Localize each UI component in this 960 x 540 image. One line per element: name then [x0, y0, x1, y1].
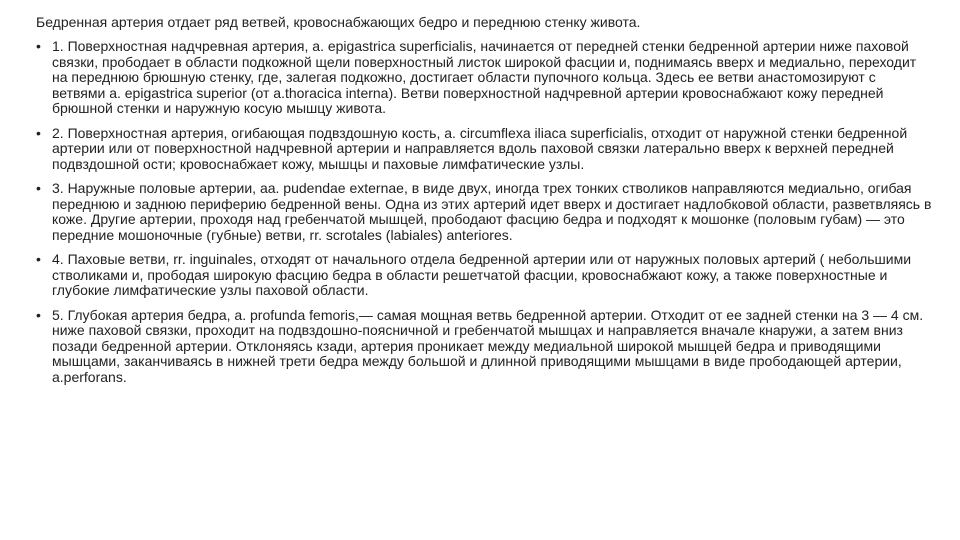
list-item: [36, 181, 932, 243]
branch-list: [36, 39, 932, 385]
item-text: 2. Поверхностная артерия, огибающая подвздошную кость, a. circumflexa iliaca superficialis, отходит от наружной стенки бедренной артерии или от поверхностной надчревной артерии и направляется вдоль паховой связки латерально вверх к верхней передней подвздошной ости; кровоснабжает кожу, мышцы и паховые лимфатические узлы.: [52, 124, 908, 172]
list-item: [36, 39, 932, 117]
bullet-icon: •: [36, 38, 41, 54]
list-item: [36, 308, 932, 386]
bullet-icon: •: [36, 306, 41, 323]
item-text: 5. Глубокая артерия бедра, а. profunda femoris,— самая мощная ветвь бедренной артерии. Отходит от ее задней стенки на 3 — 4 см. ниже паховой связки, проходит на подвздошно-поясничной и гребенчатой мышцах и направляется вначале кнаружи, а затем вниз позади бедренной артерии. Отклоняясь кзади, артерия проникает между медиальной широкой мышцей бедра и приводящими мышцами, заканчиваясь в нижней трети бедра между большой и длинной приводящими мышцами в виде прободающей артерии, a.perforans.: [52, 306, 924, 385]
item-text: 4. Паховые ветви, rr. inguinales, отходят от начального отдела бедренной артерии или от наружных половых артерий ( небольшими стволиками и, прободая широкую фасцию бедра в области решетчатой фасции, кровоснабжают кожу, а также поверхностные и глубокие лимфатические узлы паховой области.: [52, 251, 912, 298]
list-item: [36, 252, 932, 299]
item-text: 1. Поверхностная надчревная артерия, а. epigastrica superficialis, начинается от передней стенки бедренной артерии ниже паховой связки, прободает в области подкожной щели поверхностный листок широкой фасции и, поднимаясь вверх и медиально, переходит на переднюю брюшную стенку, где, залегая подкожно, достигает области пупочного кольца. Здесь ее ветви анастомозируют с ветвями а. epigastrica superior (от a.thoracica interna). Ветви поверхностной надчревной артерии кровоснабжают кожу передней брюшной стенки и наружную косую мышцу живота.: [52, 38, 917, 116]
bullet-icon: •: [36, 180, 41, 196]
intro-text: Бедренная артерия отдает ряд ветвей, кровоснабжающих бедро и переднюю стенку живота.: [36, 14, 641, 30]
bullet-icon: •: [36, 124, 41, 141]
bullet-icon: •: [36, 251, 41, 267]
list-item: [36, 126, 932, 173]
item-text: 3. Наружные половые артерии, аа. pudendae externae, в виде двух, иногда трех тонких стволиков направляются медиально, огибая переднюю и заднюю периферию бедренной вены. Одна из этих артерий идет вверх и достигает надлобковой области, разветвляясь в коже. Другие артерии, проходя над гребенчатой мышцей, прободают фасцию бедра и подходят к мошонке (половым губам) — это передние мошоночные (губные) ветви, rr. scrotales (labiales) anteriores.: [52, 180, 932, 243]
